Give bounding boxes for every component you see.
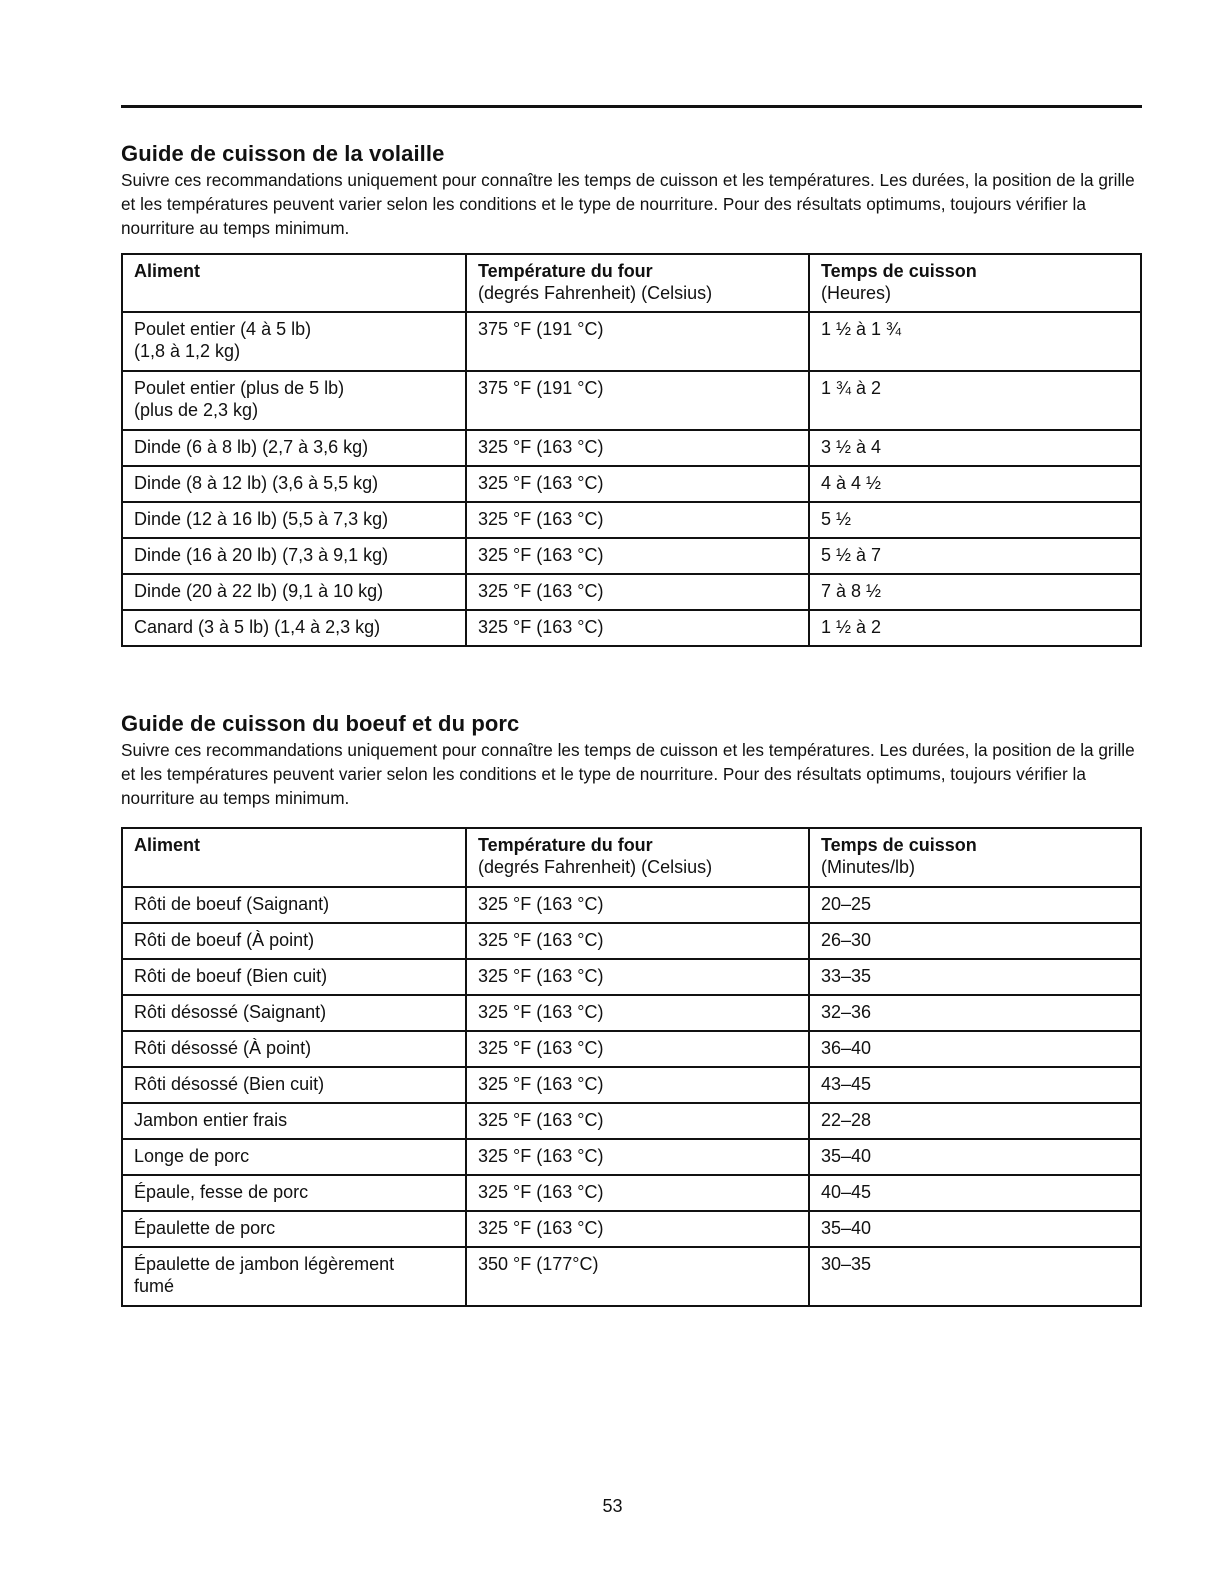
table-row [122, 610, 1141, 646]
time-cell: 5 ½ à 7 [809, 538, 1141, 574]
time-cell: 30–35 [809, 1247, 1141, 1306]
table-row [122, 466, 1141, 502]
table-row [122, 959, 1141, 995]
time-cell: 40–45 [809, 1175, 1141, 1211]
table-row [122, 923, 1141, 959]
food-cell: Poulet entier (plus de 5 lb) (plus de 2,3 kg) [122, 371, 466, 430]
meat-intro: Suivre ces recommandations uniquement pour connaître les temps de cuisson et les températures. Les durées, la position de la grille et les températures peuvent varier selon les conditions et le type de nourriture. Pour des résultats optimums, toujours vérifier la nourriture au temps minimum. [121, 740, 1135, 809]
time-cell: 1 ½ à 2 [809, 610, 1141, 646]
temperature-cell: 325 °F (163 °C) [466, 1211, 809, 1247]
time-cell: 1 ¾ à 2 [809, 371, 1141, 430]
temperature-cell: 325 °F (163 °C) [466, 923, 809, 959]
time-cell: 32–36 [809, 995, 1141, 1031]
time-cell: 20–25 [809, 887, 1141, 923]
food-cell: Rôti de boeuf (Saignant) [122, 887, 466, 923]
header-temperature: Température du four (degrés Fahrenheit) (Celsius) [466, 254, 809, 312]
food-cell: Poulet entier (4 à 5 lb) (1,8 à 1,2 kg) [122, 312, 466, 371]
table-row [122, 574, 1141, 610]
time-cell: 35–40 [809, 1139, 1141, 1175]
table-row [122, 502, 1141, 538]
table-row [122, 1067, 1141, 1103]
temperature-cell: 325 °F (163 °C) [466, 466, 809, 502]
poultry-table [121, 253, 1142, 647]
table-row [122, 538, 1141, 574]
header-food: Aliment [122, 828, 466, 887]
time-cell: 26–30 [809, 923, 1141, 959]
time-cell: 7 à 8 ½ [809, 574, 1141, 610]
temperature-cell: 375 °F (191 °C) [466, 371, 809, 430]
header-food: Aliment [122, 254, 466, 312]
temperature-cell: 375 °F (191 °C) [466, 312, 809, 371]
top-rule [121, 105, 1142, 108]
food-cell: Dinde (12 à 16 lb) (5,5 à 7,3 kg) [122, 502, 466, 538]
header-temperature: Température du four (degrés Fahrenheit) (Celsius) [466, 828, 809, 887]
meat-header-row [122, 828, 1141, 887]
temperature-cell: 325 °F (163 °C) [466, 1103, 809, 1139]
food-cell: Dinde (8 à 12 lb) (3,6 à 5,5 kg) [122, 466, 466, 502]
time-cell: 5 ½ [809, 502, 1141, 538]
table-row [122, 430, 1141, 466]
temperature-cell: 325 °F (163 °C) [466, 502, 809, 538]
temperature-cell: 325 °F (163 °C) [466, 959, 809, 995]
time-cell: 33–35 [809, 959, 1141, 995]
food-cell: Longe de porc [122, 1139, 466, 1175]
poultry-section [121, 140, 1142, 241]
time-cell: 43–45 [809, 1067, 1141, 1103]
temperature-cell: 325 °F (163 °C) [466, 887, 809, 923]
food-cell: Rôti désossé (Saignant) [122, 995, 466, 1031]
table-row [122, 371, 1141, 430]
table-row [122, 1103, 1141, 1139]
food-cell: Rôti de boeuf (À point) [122, 923, 466, 959]
time-cell: 4 à 4 ½ [809, 466, 1141, 502]
table-row [122, 887, 1141, 923]
food-cell: Rôti de boeuf (Bien cuit) [122, 959, 466, 995]
poultry-intro: Suivre ces recommandations uniquement pour connaître les temps de cuisson et les températures. Les durées, la position de la grille et les températures peuvent varier selon les conditions et le type de nourriture. Pour des résultats optimums, toujours vérifier la nourriture au temps minimum. [121, 170, 1135, 239]
time-cell: 1 ½ à 1 ¾ [809, 312, 1141, 371]
food-cell: Jambon entier frais [122, 1103, 466, 1139]
table-row [122, 1211, 1141, 1247]
food-cell: Épaule, fesse de porc [122, 1175, 466, 1211]
temperature-cell: 325 °F (163 °C) [466, 574, 809, 610]
table-row [122, 1031, 1141, 1067]
table-row [122, 312, 1141, 371]
header-time: Temps de cuisson (Minutes/lb) [809, 828, 1141, 887]
food-cell: Rôti désossé (Bien cuit) [122, 1067, 466, 1103]
table-row [122, 1139, 1141, 1175]
temperature-cell: 325 °F (163 °C) [466, 538, 809, 574]
table-row [122, 1175, 1141, 1211]
food-cell: Dinde (6 à 8 lb) (2,7 à 3,6 kg) [122, 430, 466, 466]
time-cell: 36–40 [809, 1031, 1141, 1067]
temperature-cell: 325 °F (163 °C) [466, 1175, 809, 1211]
food-cell: Canard (3 à 5 lb) (1,4 à 2,3 kg) [122, 610, 466, 646]
poultry-header-row [122, 254, 1141, 312]
food-cell: Dinde (20 à 22 lb) (9,1 à 10 kg) [122, 574, 466, 610]
time-cell: 3 ½ à 4 [809, 430, 1141, 466]
food-cell: Épaulette de porc [122, 1211, 466, 1247]
table-row [122, 995, 1141, 1031]
page-number: 53 [602, 1496, 623, 1516]
temperature-cell: 325 °F (163 °C) [466, 1139, 809, 1175]
meat-section [121, 710, 1142, 811]
temperature-cell: 325 °F (163 °C) [466, 1067, 809, 1103]
food-cell: Rôti désossé (À point) [122, 1031, 466, 1067]
meat-title: Guide de cuisson du boeuf et du porc [121, 711, 520, 736]
temperature-cell: 350 °F (177°C) [466, 1247, 809, 1306]
header-time: Temps de cuisson (Heures) [809, 254, 1141, 312]
food-cell: Dinde (16 à 20 lb) (7,3 à 9,1 kg) [122, 538, 466, 574]
temperature-cell: 325 °F (163 °C) [466, 995, 809, 1031]
poultry-title: Guide de cuisson de la volaille [121, 141, 445, 166]
time-cell: 22–28 [809, 1103, 1141, 1139]
food-cell: Épaulette de jambon légèrement fumé [122, 1247, 466, 1306]
meat-table [121, 827, 1142, 1307]
temperature-cell: 325 °F (163 °C) [466, 430, 809, 466]
temperature-cell: 325 °F (163 °C) [466, 1031, 809, 1067]
table-row [122, 1247, 1141, 1306]
temperature-cell: 325 °F (163 °C) [466, 610, 809, 646]
time-cell: 35–40 [809, 1211, 1141, 1247]
